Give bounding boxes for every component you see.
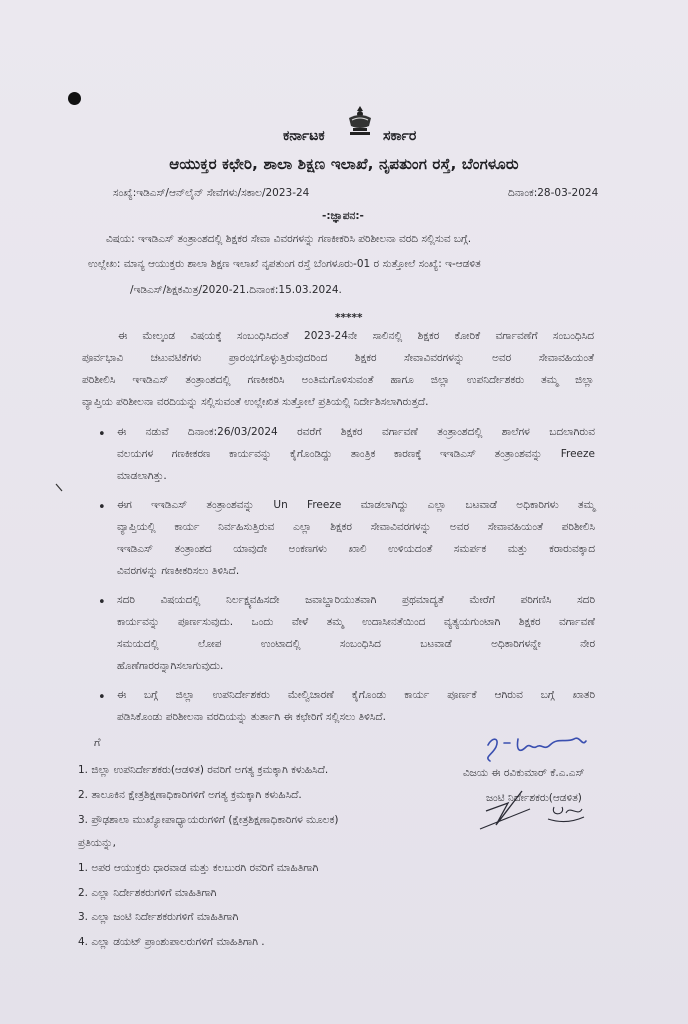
bullet-line: ಕಾರ್ಯವನ್ನು ಪೂರ್ಣಸುವುದು. ಒಂದು ವೇಳೆ ತಮ್ಮ ಉದಾಸೀನತೆಯಿಂದ ವ್ಯತ್ಯಯಗುಂಟಾಗಿ ಶಿಕ್ಷಕರ ವರ್ಗಾವಣೆ [117,616,595,628]
state-label-left: ಕರ್ನಾಟಕ [283,128,325,144]
to-label: ಗೆ [94,736,101,749]
bullet-line: ಪಡಿಸಿಕೊಂಡು ಪರಿಶೀಲನಾ ವರದಿಯನ್ನು ತುರ್ತಾಗಿ ಈ ಕಛೇರಿಗೆ ಸಲ್ಲಿಸಲು ತಿಳಿಸಿದೆ. [117,711,386,723]
bullet-paragraph-4 [117,684,595,728]
stray-pen-mark-icon [54,481,68,495]
bullet-line: ವಿವರಗಳನ್ನು ಗಣಕೀಕರಿಸಲು ತಿಳಿಸಿದೆ. [117,565,240,577]
reference-line-2: /ಇಡಿಎಸ್/ಶಿಕ್ಷಕಮಿತ್ರ/2020-21.ದಿನಾಂಕ:15.03.2024. [130,284,342,296]
office-title: ಆಯುಕ್ತರ ಕಛೇರಿ, ಶಾಲಾ ಶಿಕ್ಷಣ ಇಲಾಖೆ, ನೃಪತುಂಗ ರಸ್ತೆ, ಬೆಂಗಳೂರು [169,155,519,173]
separator-stars: ***** [335,312,363,324]
bullet-marker: • [98,427,106,442]
intro-line: ಪರಿಶೀಲಿಸಿ ಇಇಡಿಎಸ್ ತಂತ್ರಾಂಶದಲ್ಲಿ ಗಣಕೀಕರಿಸಿ ಅಂತಿಮಗೊಳಿಸುವಂತೆ ಹಾಗೂ ಜಿಲ್ಲಾ ಉಪನಿರ್ದೇಶಕರು ತಮ್ಮ ಜಿಲ್ಲಾ [82,374,594,386]
handwritten-signature-icon [470,733,630,843]
punch-hole-dot [68,92,81,105]
bullet-line: ವಲಯಗಳ ಗಣಕೀಕರಣ ಕಾರ್ಯವನ್ನು ಕೈಗೊಂಡಿದ್ದು ತಾಂತ್ರಿಕ ಕಾರಣಕ್ಕೆ ಇಇಡಿಎಸ್ ತಂತ್ರಾಂಶವನ್ನು Freeze [117,448,595,460]
intro-line: ಪೂರ್ವಭಾವಿ ಚಟುವಟಿಕೆಗಳು ಪ್ರಾರಂಭಗೊಳ್ಳುತ್ತಿರುವುದರಿಂದ ಶಿಕ್ಷಕರ ಸೇವಾವಿವರಗಳನ್ನು ಅವರ ಸೇವಾವಹಿಯಂತೆ [82,352,594,364]
bullet-paragraph-2 [117,494,595,582]
to-item: 3. ಪ್ರೌಢಶಾಲಾ ಮುಖ್ಯೋಪಾಧ್ಯಾಯರುಗಳಿಗೆ (ಕ್ಷೇತ್ರಶಿಕ್ಷಣಾಧಿಕಾರಿಗಳ ಮೂಲಕ) [78,814,339,826]
copy-item: 1. ಅಪರ ಆಯುಕ್ತರು ಧಾರವಾಡ ಮತ್ತು ಕಲಬುರಗಿ ರವರಿಗೆ ಮಾಹಿತಿಗಾಗಿ [78,862,319,874]
bullet-line: ಈ ಬಗ್ಗೆ ಜಿಲ್ಲಾ ಉಪನಿರ್ದೇಶಕರು ಮೇಲ್ವಿಚಾರಣೆ ಕೈಗೊಂಡು ಕಾರ್ಯ ಪೂರ್ಣಕೆ ಆಗಿರುವ ಬಗ್ಗೆ ಖಾತರಿ [117,689,595,701]
copy-item: 4. ಎಲ್ಲಾ ಡಯಟ್ ಪ್ರಾಂಶುಪಾಲರುಗಳಿಗೆ ಮಾಹಿತಿಗಾಗಿ . [78,936,265,948]
reference-line-1: ಉಲ್ಲೇಖ: ಮಾನ್ಯ ಆಯುಕ್ತರು ಶಾಲಾ ಶಿಕ್ಷಣ ಇಲಾಖೆ ನೃಪತುಂಗ ರಸ್ತೆ ಬೆಂಗಳೂರು-01 ರ ಸುತ್ತೋಲೆ ಸಂಖ್ಯೆ: ಇ-ಆಡಳಿತ [88,258,481,270]
intro-line: ವ್ಯಾಪ್ತಿಯ ಪರಿಶೀಲನಾ ವರದಿಯನ್ನು ಸಲ್ಲಿಸುವಂತೆ ಉಲ್ಲೇಖಿತ ಸುತ್ತೋಲೆ ಪ್ರತಿಯಲ್ಲಿ ನಿರ್ದೇಶಿಸಲಾಗಿರುತ್ತದೆ. [82,396,429,408]
bullet-line: ವ್ಯಾಪ್ತಿಯಲ್ಲಿ ಕಾರ್ಯ ನಿರ್ವಹಿಸುತ್ತಿರುವ ಎಲ್ಲಾ ಶಿಕ್ಷಕರ ಸೇವಾವಿವರಗಳನ್ನು ಅವರ ಸೇವಾವಹಿಯಂತೆ ಪರಿಶೀಲಿಸಿ [117,521,595,533]
bullet-line: ಇಇಡಿಎಸ್ ತಂತ್ರಾಂಶದ ಯಾವುದೇ ಅಂಕಣಗಳು ಖಾಲಿ ಉಳಿಯದಂತೆ ಸಮರ್ಪಕ ಮತ್ತು ಕರಾರುವಕ್ಕಾದ [117,543,595,555]
state-label-right: ಸರ್ಕಾರ [383,128,417,144]
notice-title: -:ಜ್ಞಾಪನ:- [322,210,364,222]
bullet-line: ಸದರಿ ವಿಷಯದಲ್ಲಿ ನಿರ್ಲಕ್ಷ್ಯವಹಿಸದೇ ಜವಾಬ್ದಾರಿಯುತವಾಗಿ ಪ್ರಥಮಾದ್ಯತೆ ಮೇರೆಗೆ ಪರಿಗಣಿಸಿ ಸದರಿ [117,594,595,606]
bullet-marker: • [98,595,106,610]
bullet-paragraph-3 [117,589,595,677]
bullet-line: ಹೊಣೆಗಾರರನ್ನಾಗಿಸಲಾಗುವುದು. [117,660,224,672]
bullet-line: ಈ ನಡುವೆ ದಿನಾಂಕ:26/03/2024 ರವರೆಗೆ ಶಿಕ್ಷಕರ ವರ್ಗಾವಣೆ ತಂತ್ರಾಂಶದಲ್ಲಿ ಶಾಲೆಗಳ ಬದಲಾಗಿರುವ [117,426,595,438]
bullet-line: ಈಗ ಇಇಡಿಎಸ್ ತಂತ್ರಾಂಶವನ್ನು Un Freeze ಮಾಡಲಾಗಿದ್ದು ಎಲ್ಲಾ ಬಟವಾಡೆ ಅಧಿಕಾರಿಗಳು ತಮ್ಮ [117,499,595,511]
state-emblem-icon [343,104,377,138]
reference-number: ಸಂಖ್ಯೆ:ಇಡಿಎಸ್/ಆನ್‌ಲೈನ್ ಸೇವೆಗಳು/ಸಕಾಲ/2023-24 [113,187,310,199]
intro-line: ಈ ಮೇಲ್ಕಂಡ ವಿಷಯಕ್ಕೆ ಸಂಬಂಧಿಸಿದಂತೆ 2023-24ನೇ ಸಾಲಿನಲ್ಲಿ ಶಿಕ್ಷಕರ ಕೋರಿಕೆ ವರ್ಗಾವಣೆಗೆ ಸಂಬಂಧಿಸಿದ [118,330,594,342]
bullet-marker: • [98,690,106,705]
bullet-marker: • [98,500,106,515]
to-item: 1. ಜಿಲ್ಲಾ ಉಪನಿರ್ದೇಶಕರು(ಆಡಳಿತ) ರವರಿಗೆ ಅಗತ್ಯ ಕ್ರಮಕ್ಕಾಗಿ ಕಳುಹಿಸಿದೆ. [78,764,329,776]
bullet-line: ಮಾಡಲಾಗಿತ್ತು. [117,470,167,482]
copy-item: 3. ಎಲ್ಲಾ ಜಂಟಿ ನಿರ್ದೇಶಕರುಗಳಿಗೆ ಮಾಹಿತಿಗಾಗಿ [78,911,239,923]
signatory-name: ವಿಜಯ ಈ ರವಿಕುಮಾರ್ ಕೆ.ಎ.ಎಸ್ [463,767,585,779]
bullet-paragraph-1 [117,421,595,487]
subject-line: ವಿಷಯ: ಇಇಡಿಎಸ್ ತಂತ್ರಾಂಶದಲ್ಲಿ ಶಿಕ್ಷಕರ ಸೇವಾ ವಿವರಗಳನ್ನು ಗಣಕೀಕರಿಸಿ ಪರಿಶೀಲನಾ ವರದಿ ಸಲ್ಲಿಸುವ ಬಗ್ಗೆ. [106,233,472,245]
document-date: ದಿನಾಂಕ:28-03-2024 [508,187,599,199]
to-item: 2. ತಾಲೂಕಿನ ಕ್ಷೇತ್ರಶಿಕ್ಷಣಾಧಿಕಾರಿಗಳಿಗೆ ಅಗತ್ಯ ಕ್ರಮಕ್ಕಾಗಿ ಕಳುಹಿಸಿದೆ. [78,789,302,801]
bullet-line: ಸಮಯದಲ್ಲಿ ಲೋಪ ಉಂಟಾದಲ್ಲಿ ಸಂಬಂಧಿಸಿದ ಬಟವಾಡೆ ಅಧಿಕಾರಿಗಳನ್ನೇ ನೇರ [117,638,595,650]
copies-label: ಪ್ರತಿಯನ್ನು, [78,837,116,849]
intro-paragraph [82,325,594,413]
signatory-designation: ಜಂಟಿ ನಿರ್ದೇಶಕರು(ಆಡಳಿತ) [486,792,582,804]
copy-item: 2. ಎಲ್ಲಾ ನಿರ್ದೇಶಕರುಗಳಿಗೆ ಮಾಹಿತಿಗಾಗಿ [78,887,217,899]
